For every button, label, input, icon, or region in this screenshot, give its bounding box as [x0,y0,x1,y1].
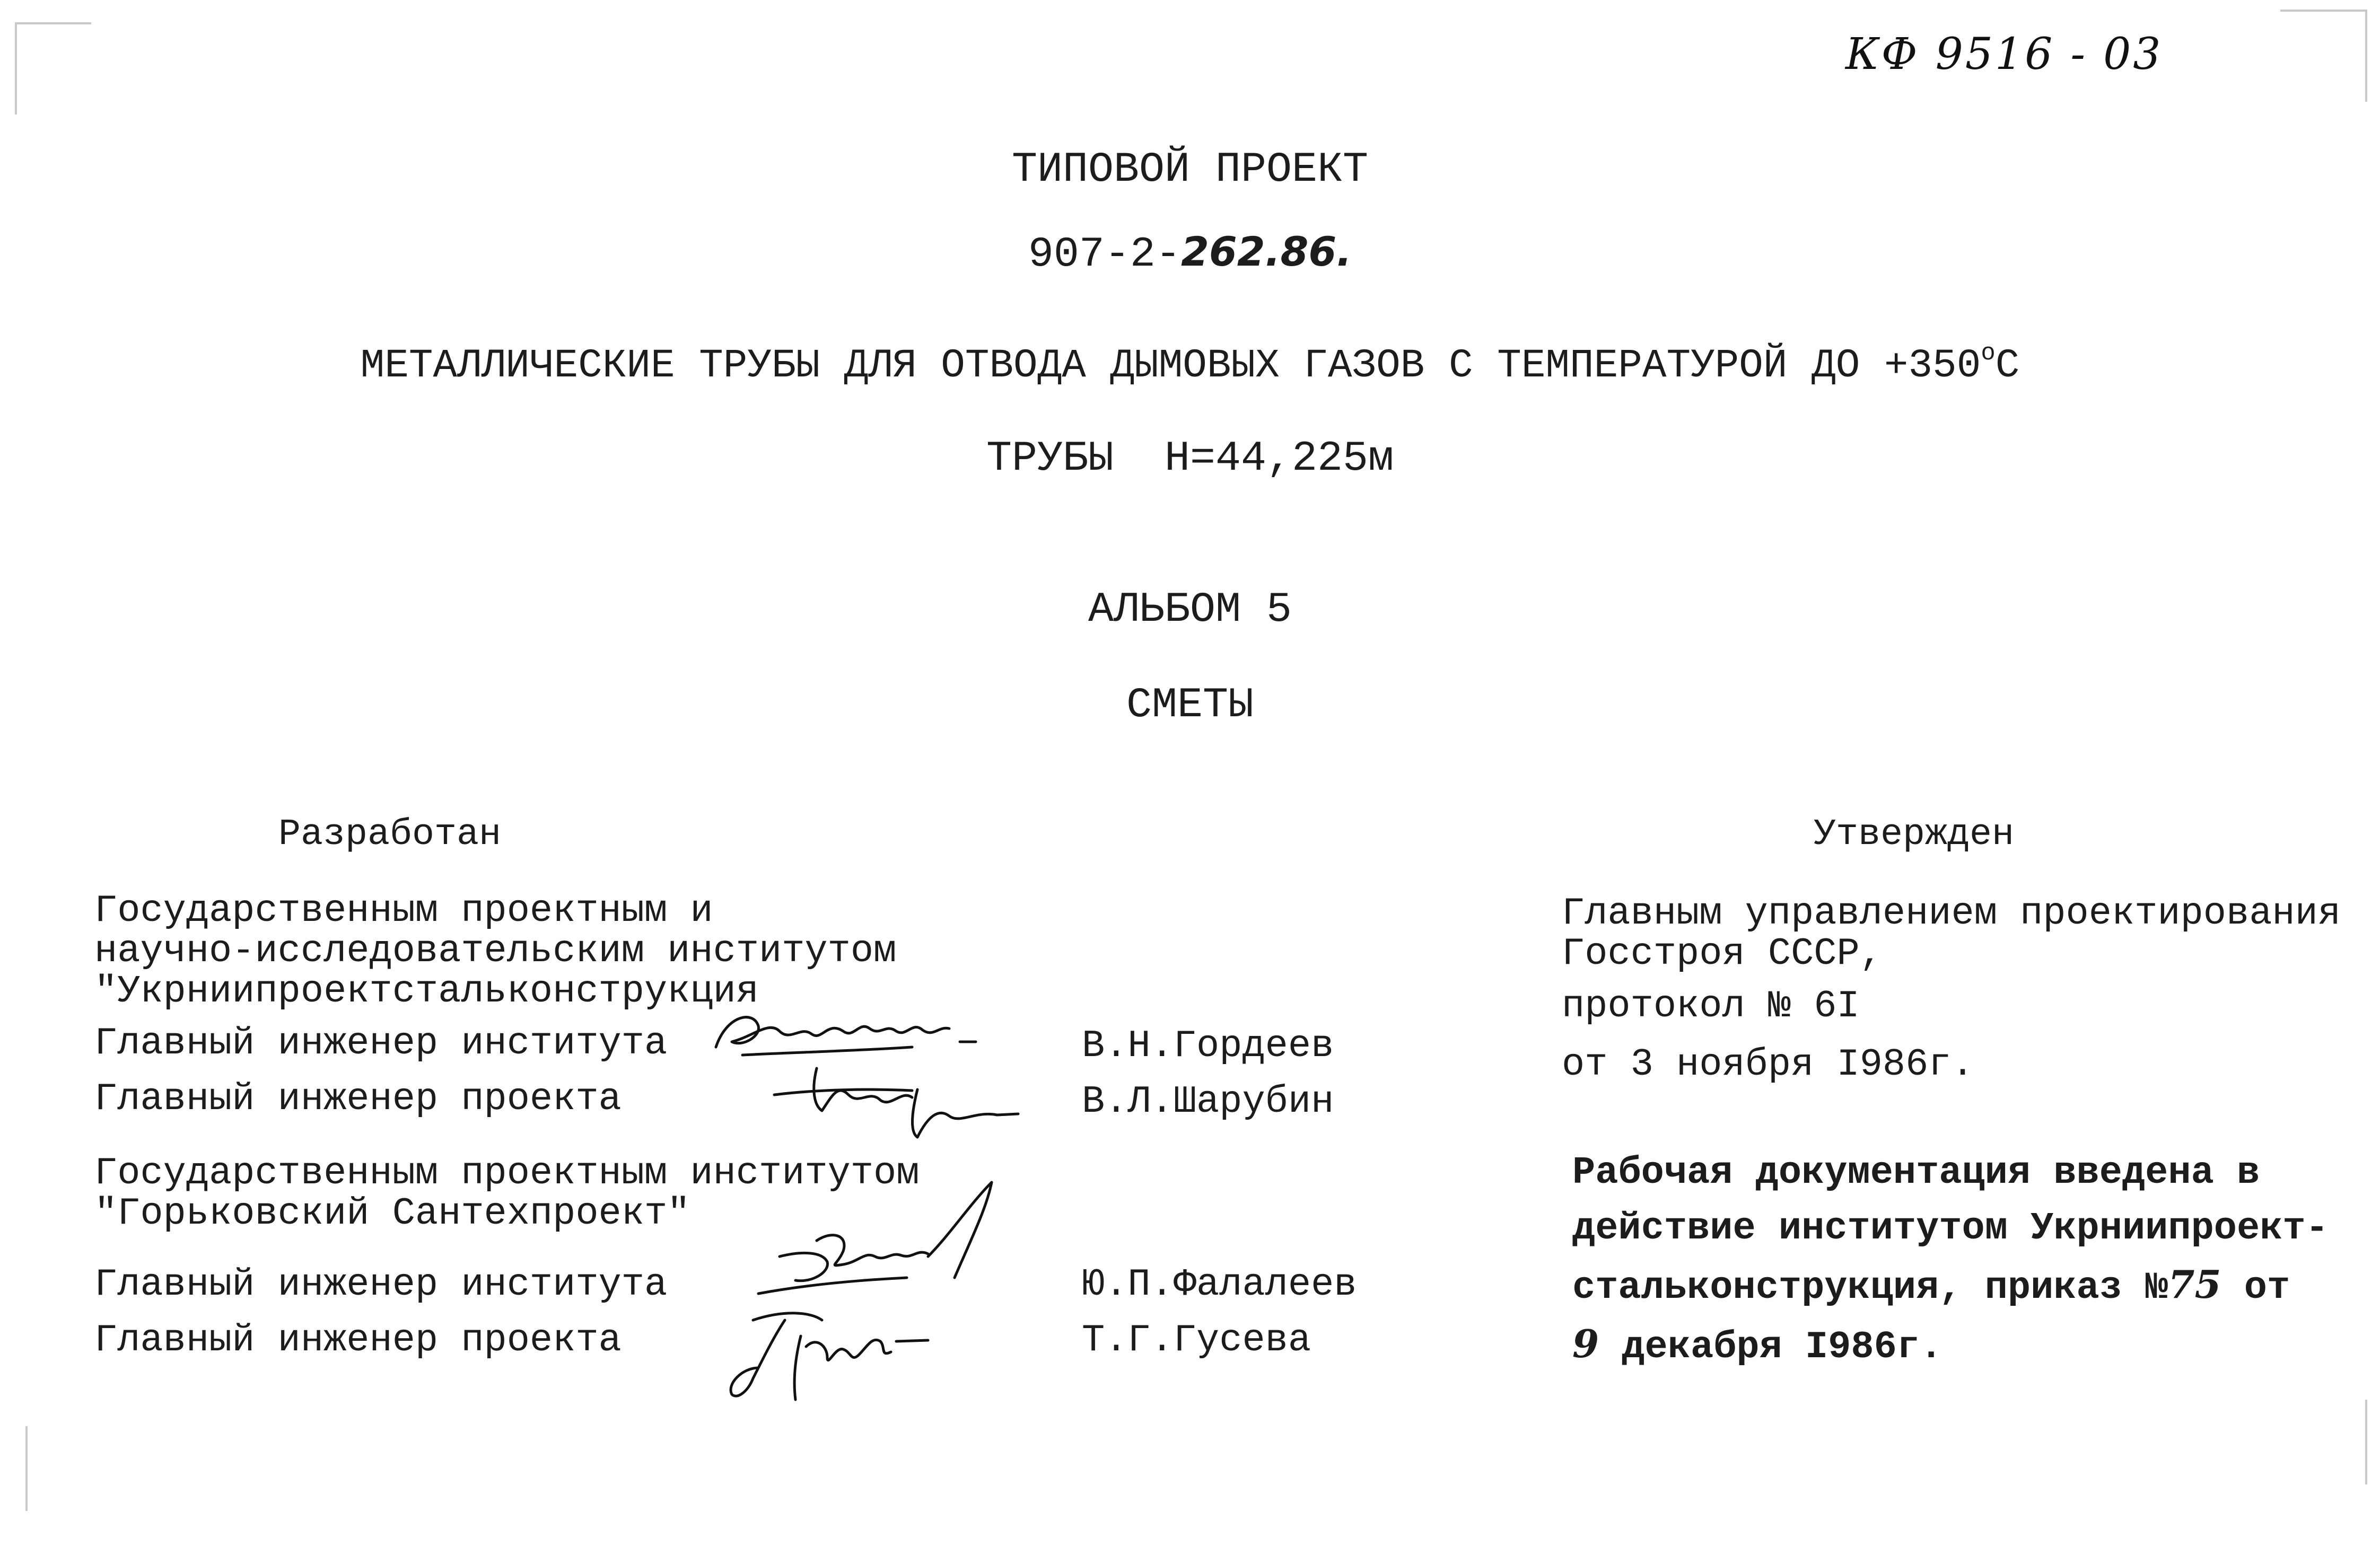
effective-line: Рабочая документация введена в [1572,1151,2260,1194]
org2-line: "Горьковский Сантехпроект" [94,1192,690,1235]
signature-sharubin [753,1058,1029,1148]
project-number [0,228,2380,279]
temperature-unit: С [1995,342,2020,389]
effective-line-text: стальконструкция, приказ № [1572,1266,2168,1310]
org2-line: Государственным проектным институтом [94,1152,920,1195]
org1-chief-institute-label: Главный инженер института [94,1022,668,1065]
project-number-handwritten: 262.86. [1180,228,1352,275]
effective-line-text: от [2221,1266,2290,1310]
org1-chief-institute-name: В.Н.Гордеев [1082,1024,1334,1068]
org2-chief-project-label: Главный инженер проекта [94,1319,622,1362]
project-type: ТИПОВОЙ ПРОЕКТ [1011,146,1369,194]
effective-day-handwritten: 9 [1572,1321,1599,1366]
corner-mark-bottom-left [25,1426,59,1511]
album-number: АЛЬБОМ 5 [1088,586,1292,634]
org1-line: научно-исследовательским институтом [94,929,897,973]
degree-sign: о [1981,339,1996,367]
approved-line: Госстроя СССР, [1562,932,1883,976]
approved-protocol: протокол № 6I [1562,985,1860,1028]
approved-by [1562,893,2341,974]
document-code: КФ 9516 - 03 [1845,29,2163,80]
effective-notice [1572,1145,2329,1375]
effective-line [1572,1316,2329,1375]
effective-line: действие институтом Укрниипроект- [1572,1207,2329,1250]
corner-mark-bottom-right [2333,1400,2367,1484]
order-number-handwritten: 75 [2168,1262,2221,1307]
pipe-height: ТРУБЫ Н=44,225м [986,435,1394,483]
project-subject-text: МЕТАЛЛИЧЕСКИЕ ТРУБЫ ДЛЯ ОТВОДА ДЫМОВЫХ ГАЗОВ С ТЕМПЕРАТУРОЙ ДО +350 [360,342,1981,389]
effective-line-text: декабря I986г. [1599,1325,1943,1369]
org1-chief-project-name: В.Л.Шарубин [1082,1080,1334,1123]
project-subject [0,339,2380,389]
approved-line: Главным управлением проектирования [1562,892,2341,935]
approved-date: от 3 ноября I986г. [1562,1043,1974,1086]
signature-guseva [721,1288,949,1410]
approved-heading: Утвержден [1814,814,2015,856]
org2-chief-institute-label: Главный инженер института [94,1263,668,1306]
org1-line: Государственным проектным и [94,889,713,933]
project-number-prefix: 907-2- [1028,231,1181,279]
developed-heading: Разработан [278,814,502,856]
corner-mark-top-left [15,22,91,115]
org2-chief-project-name: Т.Г.Гусева [1082,1319,1311,1362]
org1-chief-project-label: Главный инженер проекта [94,1077,622,1121]
org1-name [94,891,896,1012]
corner-mark-top-right [2280,10,2367,102]
org2-chief-institute-name: Ю.П.Фалалеев [1082,1263,1357,1306]
album-contents: СМЕТЫ [1126,681,1254,730]
org1-line: "Укрниипроектстальконструкция [94,970,759,1013]
effective-line [1572,1257,2329,1316]
